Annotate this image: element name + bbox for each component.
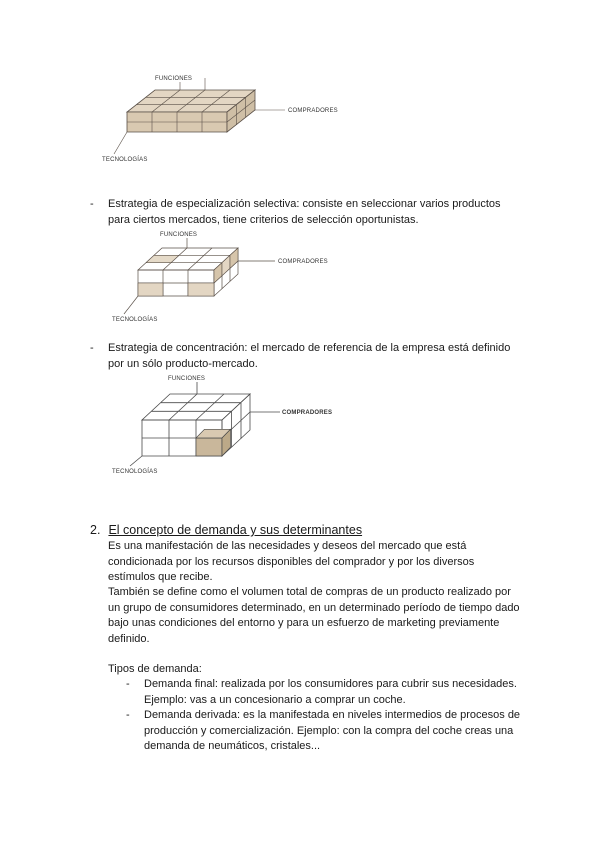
section-number: 2. — [90, 523, 101, 537]
selective-line-2: para ciertos mercados, tiene criterios de selección oportunistas. — [108, 213, 419, 226]
para2-line: un grupo de consumidores determinado, en un determinado período de tiempo dado — [108, 601, 520, 614]
label-tecnologias: TECNOLOGÍAS — [112, 469, 158, 475]
label-compradores: COMPRADORES — [278, 259, 328, 265]
label-funciones: FUNCIONES — [168, 376, 206, 382]
concentration-line-2: por un sólo producto-mercado. — [108, 357, 258, 370]
label-compradores: COMPRADORES — [282, 410, 333, 416]
cube-wireframe — [124, 238, 275, 314]
label-funciones: FUNCIONES — [155, 76, 193, 82]
section-title: El concepto de demanda y sus determinantes — [108, 523, 363, 537]
types-heading-text: Tipos de demanda: — [108, 663, 202, 675]
label-tecnologias: TECNOLOGÍAS — [102, 157, 148, 163]
bullet-dash: - — [90, 342, 94, 354]
para1-line: condicionada por los recursos disponibles del comprador y por los diversos — [108, 555, 475, 568]
paragraph-volume-definition — [108, 585, 520, 647]
cube-diagram-full — [100, 68, 338, 168]
para2-line: También se define como el volumen total de compras de un producto realizado por — [108, 586, 511, 598]
figure-selective-specialization — [110, 228, 328, 328]
selective-line-1: Estrategia de especialización selectiva: consiste en seleccionar varios productos — [108, 198, 501, 210]
bullet-dash: - — [126, 709, 130, 721]
bullet-dash: - — [126, 678, 130, 690]
para2-line: bajo unas condiciones del entorno y para un esfuerzo de marketing previamente — [108, 617, 500, 629]
figure-full-coverage — [100, 68, 338, 168]
section-heading — [90, 522, 362, 538]
label-tecnologias: TECNOLOGÍAS — [112, 317, 158, 323]
bullet-dash: - — [90, 198, 94, 210]
para2-line: definido. — [108, 632, 150, 645]
paragraph-definition — [108, 539, 474, 586]
figure-concentration — [110, 372, 333, 480]
para1-line: Es una manifestación de las necesidades y deseos del mercado que está — [108, 540, 467, 552]
selected-block — [196, 429, 231, 456]
label-funciones: FUNCIONES — [160, 232, 198, 238]
derived-line: Demanda derivada: es la manifestada en niveles intermedios de procesos de — [144, 709, 521, 721]
concentration-line-1: Estrategia de concentración: el mercado de referencia de la empresa está definido — [108, 342, 511, 354]
cube-diagram-concentration — [110, 372, 333, 480]
label-compradores: COMPRADORES — [288, 108, 338, 114]
derived-line: demanda de neumáticos, cristales... — [144, 740, 321, 752]
para1-line: estímulos que recibe. — [108, 571, 213, 583]
types-heading — [108, 662, 202, 678]
cube-diagram-selective — [110, 228, 328, 328]
final-line: Ejemplo: vas a un concesionario a comprar un coche. — [144, 693, 406, 706]
final-line: Demanda final: realizada por los consumidores para cubrir sus necesidades. — [144, 678, 517, 690]
derived-line: producción y comercialización. Ejemplo: con la compra del coche creas una — [144, 724, 514, 737]
